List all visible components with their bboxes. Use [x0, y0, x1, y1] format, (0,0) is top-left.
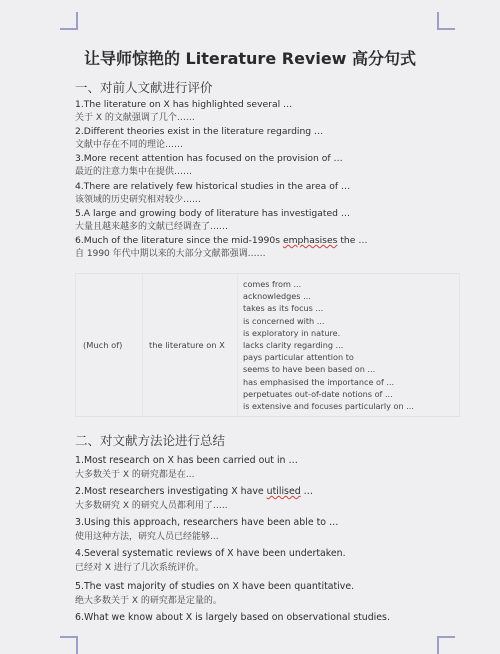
section-2-item-3	[75, 516, 455, 544]
spellcheck-word: utilised	[266, 486, 301, 497]
item-chinese: 最近的注意力集中在提供……	[75, 167, 193, 177]
page-title: 让导师惊艳的 Literature Review 高分句式	[83, 49, 417, 68]
section-2-item-4	[75, 547, 455, 575]
item-english: 6.What we know about X is largely based on observational studies.	[75, 612, 390, 623]
item-chinese: 使用这种方法，研究人员已经能够...	[75, 532, 219, 542]
item-chinese: 大多数研究 X 的研究人员都利用了…..	[75, 501, 228, 511]
item-chinese: 绝大多数关于 X 的研究都是定量的。	[75, 596, 222, 606]
item-english: 1.Most research on X has been carried out in …	[75, 455, 298, 466]
item-english: 4.There are relatively few historical studies in the area of …	[75, 181, 351, 192]
section-2-heading: 二、对文献方法论进行总结	[75, 433, 226, 448]
section-1-item-1	[75, 98, 455, 125]
table-phrase: lacks clarity regarding ...	[243, 340, 344, 350]
table-cell-quantifier: (Much of)	[83, 340, 123, 350]
item-english-text: 6.Much of the literature since the mid-1990s emphasises the …	[75, 235, 368, 246]
table-cell-subject: the literature on X	[149, 340, 225, 350]
item-english: 1.The literature on X has highlighted several …	[75, 99, 293, 110]
item-english	[75, 234, 455, 247]
item-english: 3.Using this approach, researchers have been able to …	[75, 517, 339, 528]
item-chinese: 大多数关于 X 的研究都是在...	[75, 470, 195, 480]
table-phrase: has emphasised the importance of ...	[243, 376, 395, 387]
item-english: 5.The vast majority of studies on X have been quantitative.	[75, 581, 355, 592]
section-2-item-5	[75, 580, 455, 608]
item-chinese: 该领域的历史研究相对较少……	[75, 195, 202, 205]
spellcheck-word: emphasises	[282, 235, 338, 246]
table-phrase: is concerned with ...	[243, 315, 325, 326]
section-1-item-3	[75, 152, 455, 179]
item-chinese: 文献中存在不同的理论……	[75, 140, 184, 150]
table-phrase: perpetuates out-of-date notions of ...	[243, 388, 393, 399]
section-2-item-6	[75, 611, 455, 624]
table-phrase: comes from ...	[243, 279, 302, 289]
item-english: 3.More recent attention has focused on the provision of …	[75, 153, 343, 164]
phrase-table	[75, 273, 460, 417]
item-english: 2.Different theories exist in the literature regarding …	[75, 126, 324, 137]
section-1-item-6	[75, 234, 455, 261]
table-divider	[75, 274, 76, 416]
item-chinese: 关于 X 的文献强调了几个……	[75, 113, 195, 123]
item-chinese: 已经对 X 进行了几次系统评价。	[75, 563, 204, 573]
section-1-item-4	[75, 180, 455, 207]
section-1-item-5	[75, 207, 455, 234]
table-phrase: is extensive and focuses particularly on ...	[243, 401, 414, 411]
table-divider	[142, 274, 143, 416]
item-english: 4.Several systematic reviews of X have been undertaken.	[75, 548, 346, 559]
section-2-item-1	[75, 454, 455, 482]
section-1-item-2	[75, 125, 455, 152]
table-phrase: seems to have been based on ...	[243, 364, 376, 375]
crop-mark-top-right	[437, 12, 455, 30]
crop-mark-top-left	[60, 12, 78, 30]
table-divider	[459, 274, 460, 416]
section-2-item-2	[75, 485, 455, 513]
item-english: 5.A large and growing body of literature has investigated …	[75, 208, 351, 219]
table-phrase: pays particular attention to	[243, 352, 354, 363]
section-1-heading: 一、对前人文献进行评价	[75, 80, 213, 95]
crop-mark-bottom-left	[60, 636, 78, 654]
table-divider	[237, 274, 238, 416]
table-phrase: acknowledges ...	[243, 291, 311, 302]
table-phrase: is exploratory in nature.	[243, 327, 341, 338]
item-english-text: 2.Most researchers investigating X have utilised …	[75, 486, 314, 497]
crop-mark-bottom-right	[437, 636, 455, 654]
item-chinese: 自 1990 年代中期以来的大部分文献都强调……	[75, 249, 266, 259]
table-phrase: takes as its focus ...	[243, 303, 324, 314]
item-chinese: 大量且越来越多的文献已经调查了……	[75, 222, 229, 232]
item-english	[75, 485, 455, 498]
